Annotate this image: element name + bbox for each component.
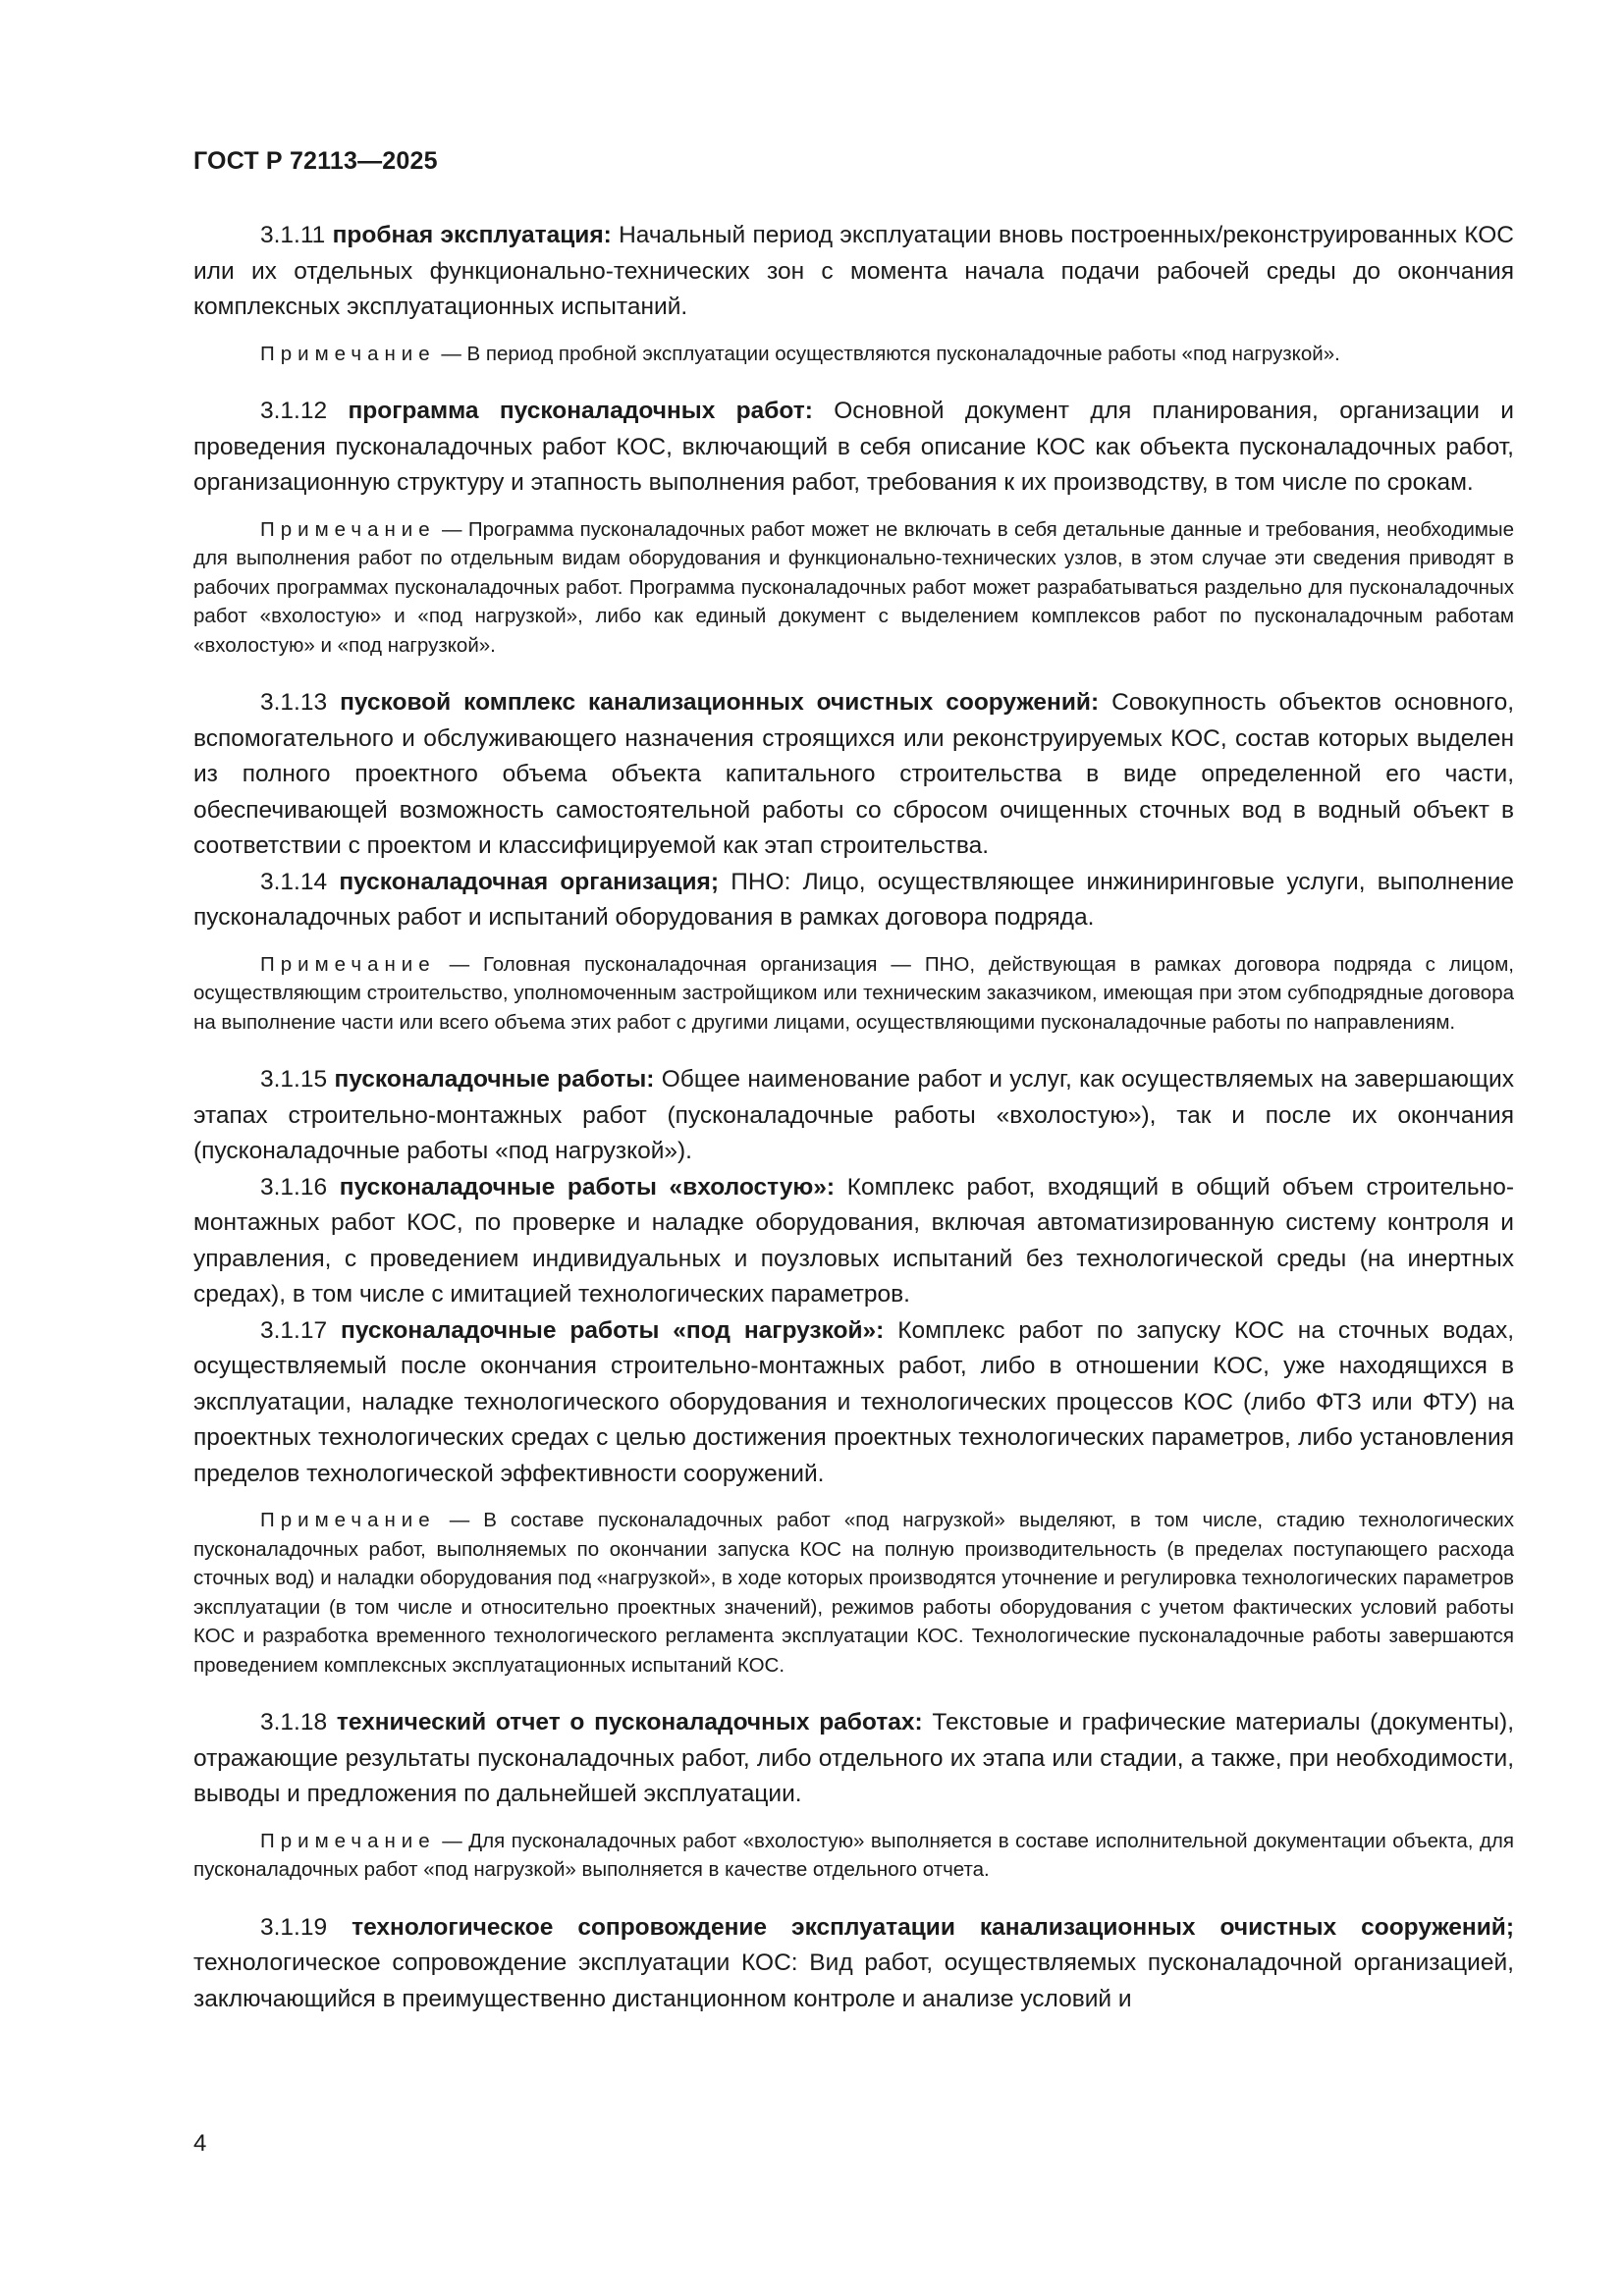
term-note	[193, 1506, 1514, 1680]
term-definition: Текстовые и графические материалы (документы), отражающие результаты пусконаладочных работ, либо отдельного их этапа или стадии, а также, при необходимости, выводы и предложения по дальнейшей эксплуатации.	[193, 1709, 1515, 1807]
term-entry	[193, 1313, 1514, 1493]
term-definition: ПНО: Лицо, осуществляющее инжиниринговые услуги, выполнение пусконаладочных работ и испытаний оборудования в рамках договора подряда.	[193, 868, 1515, 931]
term-number: 3.1.17	[260, 1316, 328, 1344]
document-header: ГОСТ Р 72113—2025	[193, 147, 438, 175]
term-title: программа пусконаладочных работ:	[348, 398, 813, 424]
term-note	[193, 950, 1514, 1038]
term-definition: Совокупность объектов основного, вспомогательного и обслуживающего назначения строящихся или реконструируемых КОС, состав которых выделен из полного проектного объема объекта капитального строительства в виде определенной его части, обеспечивающей возможность самостоятельной работы со сбросом очищенных сточных вод в водный объект в соответствии с проектом и классифицируемой как этап строительства.	[193, 689, 1514, 859]
note-text: — Для пусконаладочных работ «вхолостую» выполняется в составе исполнительной документации объекта, для пусконаладочных работ «под нагрузкой» выполняется в качестве отдельного отчета.	[193, 1829, 1514, 1881]
term-note	[193, 1827, 1514, 1885]
term-number: 3.1.13	[260, 689, 328, 716]
term-number: 3.1.12	[260, 398, 328, 424]
document-body	[193, 218, 1514, 2017]
term-title: пусконаладочная организация;	[339, 868, 720, 895]
term-entry	[193, 1170, 1514, 1313]
term-definition: Комплекс работ по запуску КОС на сточных водах, осуществляемый после окончания строительно-монтажных работ, либо в отношении КОС, уже находящихся в эксплуатации, наладке технологического оборудования и технологических процессов КОС (либо ФТЗ или ФТУ) на проектных технологических средах с целью достижения проектных технологических параметров, либо установления пределов технологической эффективности сооружений.	[193, 1316, 1515, 1487]
term-title: технологическое сопровождение эксплуатации канализационных очистных сооружений;	[352, 1913, 1514, 1941]
term-entry	[193, 1062, 1514, 1170]
term-number: 3.1.19	[260, 1913, 328, 1941]
note-label: Примечание	[260, 1509, 436, 1531]
note-label: Примечание	[260, 952, 436, 976]
term-title: пусконаладочные работы:	[334, 1066, 655, 1093]
term-entry	[193, 218, 1514, 326]
term-entry	[193, 1910, 1514, 2018]
term-number: 3.1.15	[260, 1066, 328, 1093]
note-label: Примечание	[260, 517, 436, 541]
term-note	[193, 340, 1514, 369]
term-title: пусконаладочные работы «вхолостую»:	[339, 1173, 836, 1201]
term-definition: Общее наименование работ и услуг, как осуществляемых на завершающих этапах строительно-монтажных работ (пусконаладочные работы «вхолостую»), так и после их окончания (пусконаладочные работы «под нагрузкой»).	[193, 1066, 1514, 1164]
term-title: технический отчет о пусконаладочных работах:	[336, 1709, 923, 1735]
note-text: — Программа пусконаладочных работ может не включать в себя детальные данные и требования, необходимые для выполнения работ по отдельным видам оборудования и функционально-технических узлов, в этом случае эти сведения приводят в рабочих программах пусконаладочных работ. Программа пусконаладочных работ может разрабатываться раздельно для пусконаладочных работ «вхолостую» и «под нагрузкой», либо как единый документ с выделением комплексов работ по пусконаладочным работам «вхолостую» и «под нагрузкой».	[193, 517, 1514, 657]
term-definition: Комплекс работ, входящий в общий объем строительно-монтажных работ КОС, по проверке и наладке оборудования, включая автоматизированную систему контроля и управления, с проведением индивидуальных и поузловых испытаний без технологической среды (на инертных средах), в том числе с имитацией технологических параметров.	[193, 1173, 1514, 1308]
note-text: — В составе пусконаладочных работ «под нагрузкой» выделяют, в том числе, стадию технологических пусконаладочных работ, выполняемых по окончании запуска КОС на полную производительность (в пределах поступающего расхода сточных вод) и наладки оборудования под «нагрузкой», в ходе которых производятся уточнение и регулировка технологических параметров эксплуатации (в том числе и относительно проектных значений), режимов работы оборудования с учетом фактических условий работы КОС и разработка временного технологического регламента эксплуатации КОС. Технологические пусконаладочные работы завершаются проведением комплексных эксплуатационных испытаний КОС.	[193, 1509, 1515, 1677]
note-label: Примечание	[260, 342, 436, 365]
note-text: — В период пробной эксплуатации осуществляются пусконаладочные работы «под нагрузкой».	[441, 342, 1340, 365]
term-number: 3.1.14	[260, 868, 328, 895]
term-title: пусковой комплекс канализационных очистных сооружений:	[340, 689, 1100, 716]
term-title: пробная эксплуатация:	[332, 222, 612, 248]
term-title: пусконаладочные работы «под нагрузкой»:	[341, 1316, 885, 1344]
term-number: 3.1.18	[260, 1709, 328, 1735]
note-label: Примечание	[260, 1829, 436, 1852]
term-definition: Основной документ для планирования, организации и проведения пусконаладочных работ КОС, включающий в себя описание КОС как объекта пусконаладочных работ, организационную структуру и этапность выполнения работ, требования к их производству, в том числе по срокам.	[193, 398, 1514, 496]
page-number: 4	[193, 2130, 207, 2157]
note-text: — Головная пусконаладочная организация — ПНО, действующая в рамках договора подряда с лицом, осуществляющим строительство, уполномоченным застройщиком или техническим заказчиком, имеющая при этом субподрядные договора на выполнение части или всего объема этих работ с другими лицами, осуществляющими пусконаладочные работы по направлениям.	[193, 952, 1514, 1034]
term-entry	[193, 1705, 1514, 1813]
term-definition: технологическое сопровождение эксплуатации КОС: Вид работ, осуществляемых пусконаладочной организацией, заключающийся в преимущественно дистанционном контроле и анализе условий и	[193, 1949, 1514, 2012]
term-definition: Начальный период эксплуатации вновь построенных/реконструированных КОС или их отдельных функционально-технических зон с момента начала подачи рабочей среды до окончания комплексных эксплуатационных испытаний.	[193, 222, 1514, 320]
term-note	[193, 515, 1514, 661]
term-entry	[193, 865, 1514, 936]
term-entry	[193, 685, 1514, 865]
term-number: 3.1.11	[260, 222, 326, 248]
term-entry	[193, 394, 1514, 502]
term-number: 3.1.16	[260, 1173, 328, 1201]
